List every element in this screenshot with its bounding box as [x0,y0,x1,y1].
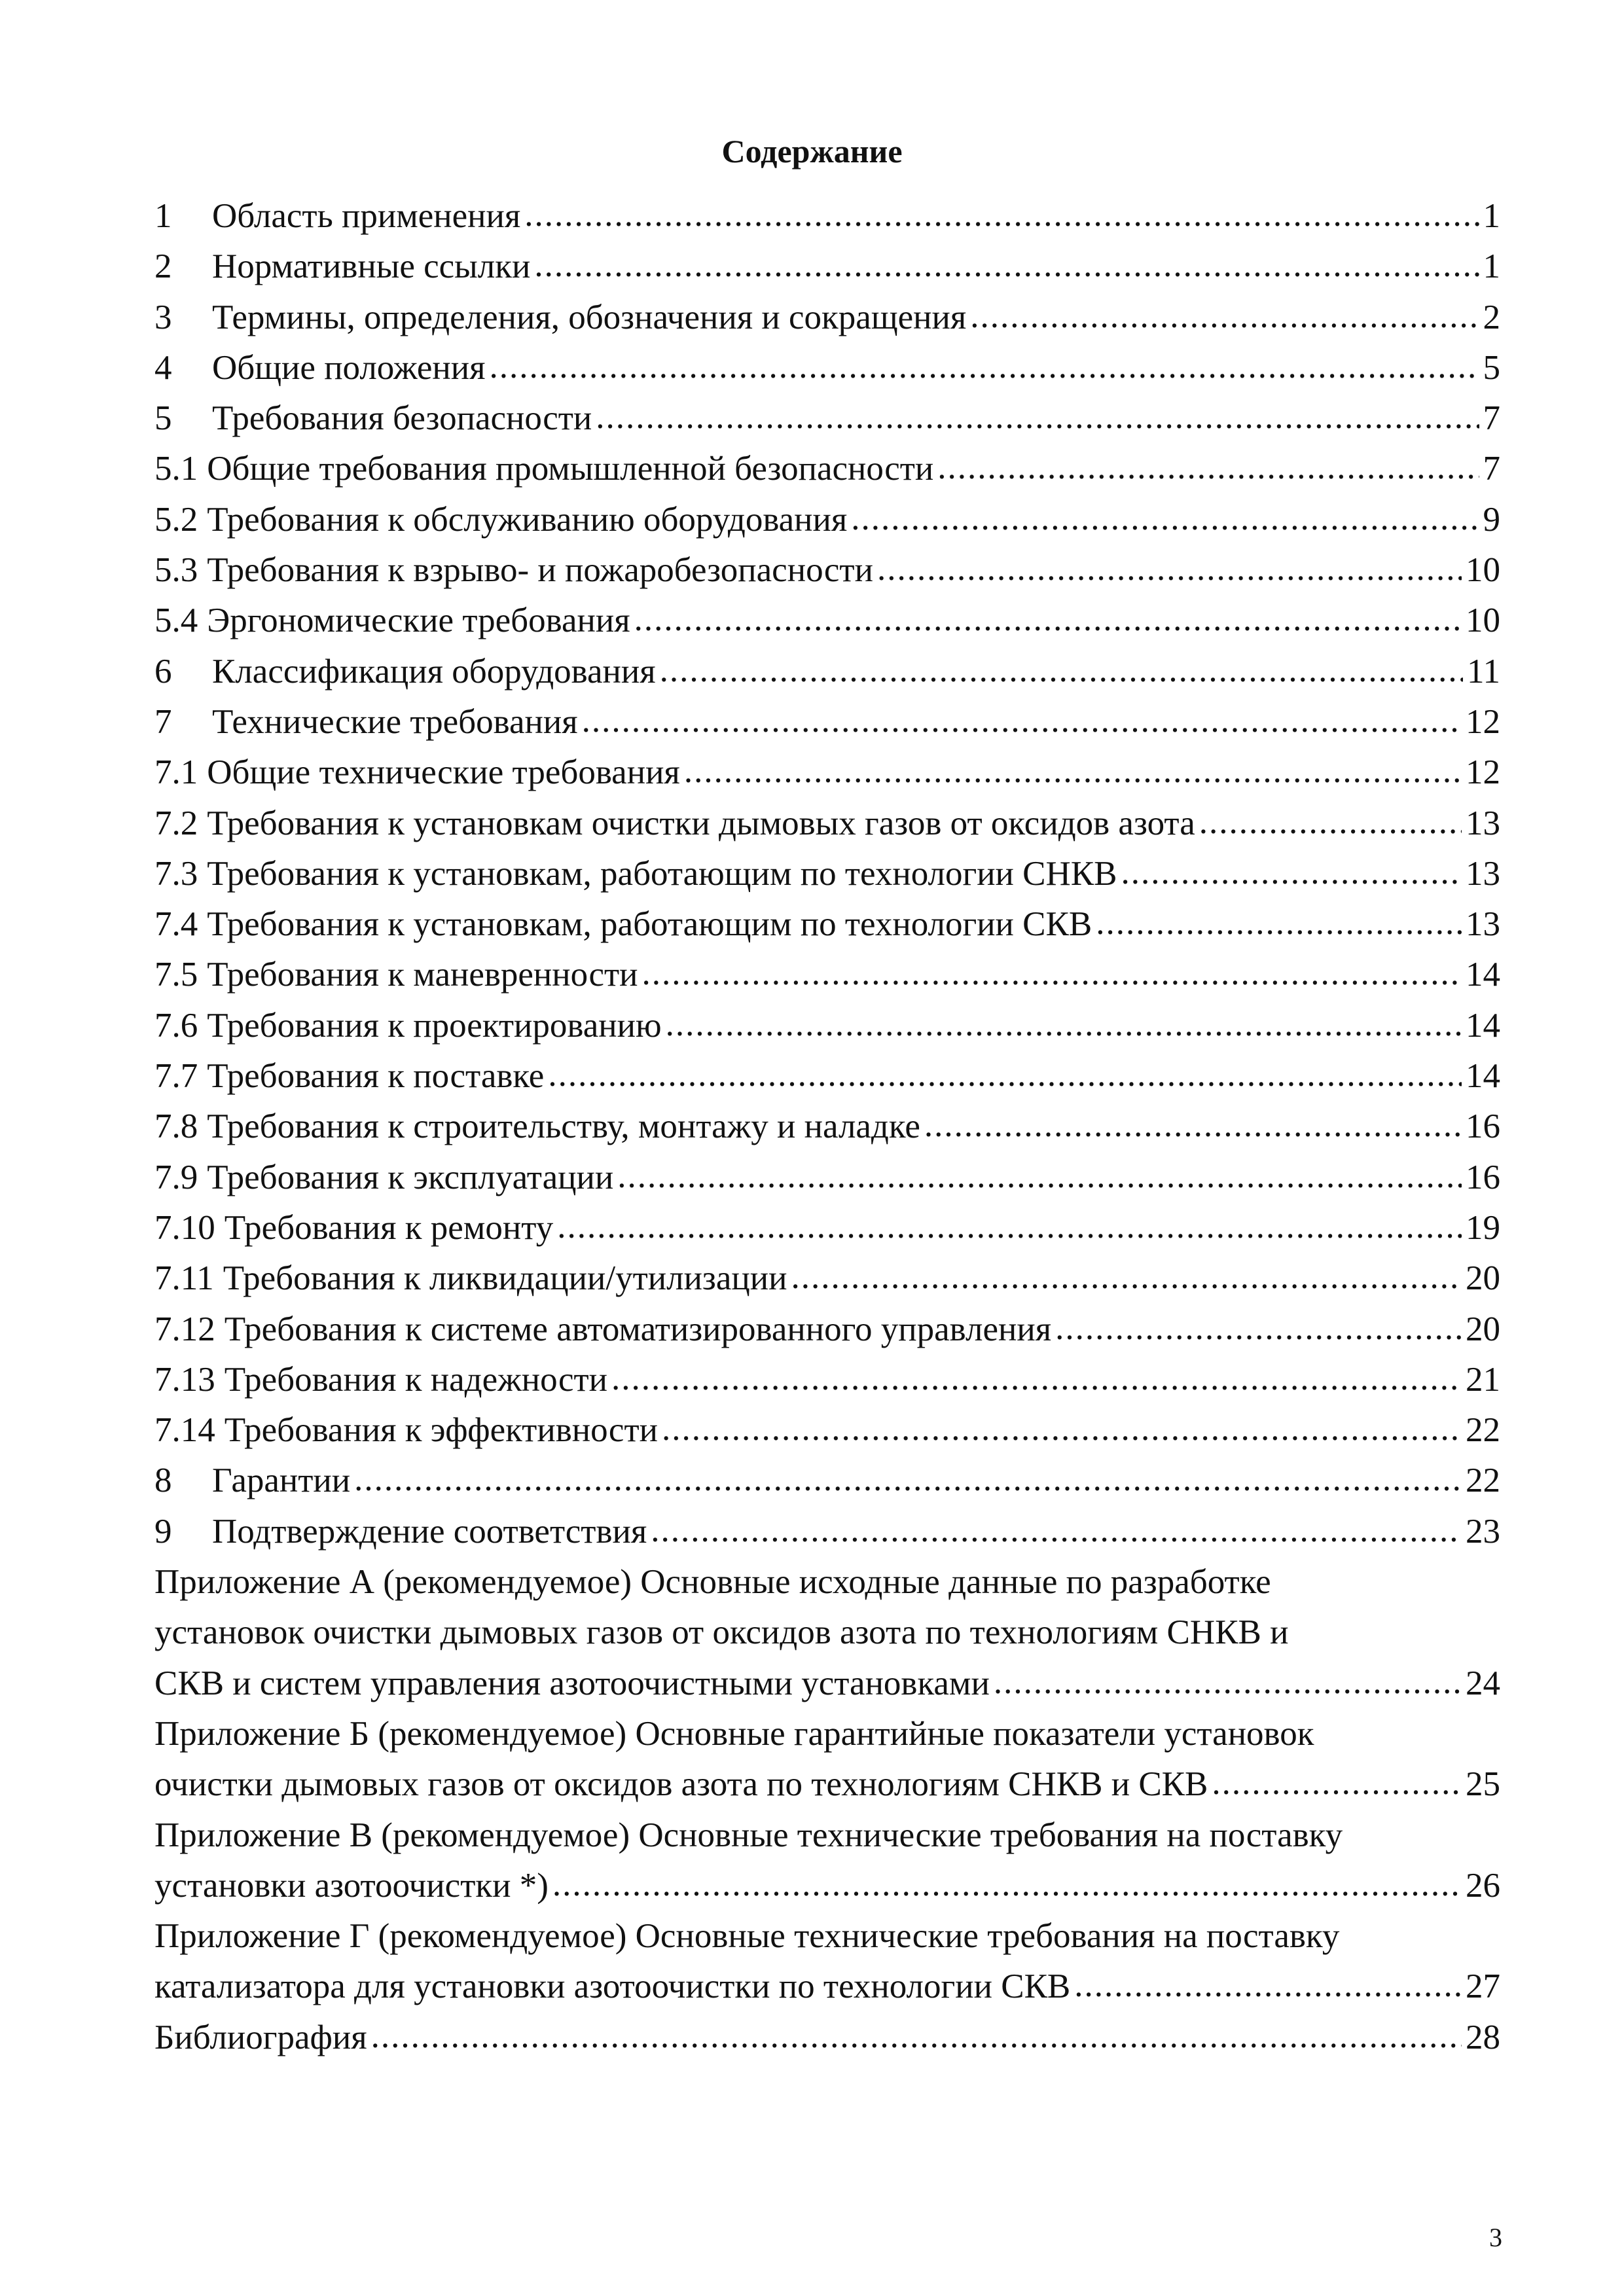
toc-entry-text: Подтверждение соответствия [212,1512,647,1551]
toc-entry-page: 11 [1466,652,1500,691]
toc-entry[interactable] [154,2013,1500,2063]
dot-leader [1055,1303,1462,1354]
toc-entry[interactable] [154,1001,1500,1051]
toc-entry-text: Требования к строительству, монтажу и наладке [207,1107,920,1146]
toc-entry[interactable] [154,647,1500,697]
dot-leader [666,999,1462,1050]
toc-entry-text: СКВ и систем управления азотоочистными установками [154,1664,990,1702]
toc-entry-page: 7 [1483,450,1500,488]
toc-entry-text: катализатора для установки азотоочистки по технологии СКВ [154,1967,1071,2006]
toc-entry-page: 7 [1483,399,1500,438]
dot-leader [617,1151,1462,1202]
toc-entry[interactable] [154,950,1500,1000]
toc-entry[interactable] [154,293,1500,343]
toc-entry[interactable] [154,747,1500,798]
toc-entry-number: 7.14 [154,1411,215,1450]
toc-entry-page: 19 [1466,1208,1500,1247]
toc-entry-number: 4 [154,348,172,387]
toc-entry-text: Эргономические требования [207,601,630,640]
toc-entry[interactable] [154,1456,1500,1506]
dot-leader [924,1100,1462,1151]
toc-entry[interactable] [154,849,1500,899]
page-title: Содержание [721,133,903,170]
toc-entry-number: 1 [154,197,172,235]
toc-entry[interactable] [154,1861,1500,1911]
toc-entry-number: 7.12 [154,1310,215,1348]
toc-entry-text: Требования безопасности [212,399,592,438]
toc-entry-line [154,1709,1500,1759]
toc-entry[interactable] [154,495,1500,545]
toc-entry[interactable] [154,1102,1500,1152]
toc-entry[interactable] [154,545,1500,596]
toc-entry-number: 5 [154,399,172,438]
toc-entry[interactable] [154,1405,1500,1456]
toc-entry-text: Приложение Б (рекомендуемое) Основные гарантийные показатели установок [154,1714,1314,1753]
dot-leader [1212,1758,1462,1808]
dot-leader [660,645,1463,696]
toc-entry[interactable] [154,1253,1500,1304]
toc-entry-number: 7.1 [154,753,198,792]
toc-entry-number: 3 [154,298,172,336]
toc-entry-page: 21 [1466,1360,1500,1399]
toc-entry-text: очистки дымовых газов от оксидов азота по технологиям СНКВ и СКВ [154,1765,1208,1804]
toc-entry-page: 22 [1466,1462,1500,1500]
toc-entry-text: Приложение В (рекомендуемое) Основные технические требования на поставку [154,1816,1343,1854]
toc-entry-text: Требования к обслуживанию оборудования [207,500,848,539]
toc-entry[interactable] [154,191,1500,242]
dot-leader [877,544,1462,594]
toc-entry[interactable] [154,1304,1500,1355]
dot-leader [1121,848,1462,898]
toc-entry[interactable] [154,1659,1500,1709]
page-number: 3 [1489,2223,1502,2252]
toc-entry-text: Технические требования [212,702,578,741]
toc-entry-number: 9 [154,1512,172,1551]
toc-entry-number: 7.11 [154,1259,214,1298]
toc-entry[interactable] [154,1203,1500,1253]
toc-entry-page: 13 [1466,905,1500,944]
dot-leader [524,190,1479,240]
toc-entry-page: 26 [1466,1866,1500,1905]
toc-entry-text: Общие требования промышленной безопасности [207,450,934,488]
toc-entry-number: 7.10 [154,1208,215,1247]
dot-leader [490,342,1479,392]
toc-entry-number: 7.4 [154,905,198,944]
toc-entry-text: Требования к надежности [224,1360,608,1399]
toc-entry-text: Требования к системе автоматизированного управления [224,1310,1052,1348]
dot-leader [684,746,1462,797]
dot-leader [970,291,1479,342]
toc-entry-number: 5.1 [154,450,198,488]
toc-entry-number: 6 [154,652,172,691]
toc-entry[interactable] [154,1759,1500,1810]
toc-entry-page: 2 [1483,298,1500,336]
toc-entry-text: Классификация оборудования [212,652,656,691]
toc-entry-text: Общие технические требования [207,753,680,792]
toc-entry-number: 5.4 [154,601,198,640]
dot-leader [611,1354,1462,1404]
toc-entry-text: Библиография [154,2018,367,2056]
toc-entry-line [154,1557,1500,1607]
toc-entry[interactable] [154,1051,1500,1102]
toc-entry-number: 7 [154,702,172,741]
toc-entry-number: 7.2 [154,804,198,842]
toc-entry-text: Требования к эксплуатации [207,1158,614,1196]
toc-entry-page: 22 [1466,1411,1500,1450]
toc-entry-number: 7.7 [154,1057,198,1096]
toc-entry[interactable] [154,1962,1500,2012]
dot-leader [534,240,1479,291]
toc-entry-page: 14 [1466,1057,1500,1096]
toc-entry[interactable] [154,444,1500,494]
toc-entry-page: 14 [1466,1006,1500,1045]
toc-entry-number: 7.5 [154,956,198,994]
toc-entry-number: 2 [154,247,172,286]
toc-entry-number: 7.13 [154,1360,215,1399]
toc-entry-text: Требования к установкам, работающим по технологии СКВ [207,905,1092,944]
toc-entry-page: 10 [1466,601,1500,640]
dot-leader [1199,797,1462,848]
toc-entry-text: Гарантии [212,1462,351,1500]
toc-entry-page: 28 [1466,2018,1500,2056]
toc-entry-number: 7.6 [154,1006,198,1045]
toc-entry-text: Нормативные ссылки [212,247,531,286]
table-of-contents [154,191,1500,2063]
dot-leader [937,442,1479,493]
toc-entry-text: Требования к взрыво- и пожаробезопасности [207,551,873,590]
toc-entry-line [154,1911,1500,1962]
toc-entry-page: 13 [1466,804,1500,842]
toc-entry-number: 8 [154,1462,172,1500]
dot-leader [634,594,1462,645]
dot-leader [582,696,1462,746]
toc-entry-page: 13 [1466,854,1500,893]
toc-entry-text: Требования к проектированию [207,1006,662,1045]
toc-entry[interactable] [154,798,1500,849]
toc-entry-text: Требования к ремонту [224,1208,554,1247]
toc-entry-page: 20 [1466,1259,1500,1298]
dot-leader [371,2011,1462,2062]
toc-entry-text: Требования к установкам очистки дымовых газов от оксидов азота [207,804,1195,842]
dot-leader [994,1657,1462,1708]
toc-entry-text: Требования к ликвидации/утилизации [223,1259,787,1298]
toc-entry-page: 1 [1483,197,1500,235]
toc-entry-text: установок очистки дымовых газов от оксидов азота по технологиям СНКВ и [154,1613,1289,1652]
toc-entry-page: 23 [1466,1512,1500,1551]
toc-entry-page: 9 [1483,500,1500,539]
toc-entry-number: 5.2 [154,500,198,539]
dot-leader [791,1252,1462,1302]
toc-entry-page: 14 [1466,956,1500,994]
dot-leader [548,1050,1462,1100]
toc-entry-text: Требования к установкам, работающим по технологии СНКВ [207,854,1117,893]
dot-leader [354,1454,1462,1505]
toc-entry-text: Область применения [212,197,521,235]
toc-entry-line [154,1810,1500,1861]
toc-entry-page: 12 [1466,702,1500,741]
toc-entry-text: Термины, определения, обозначения и сокращения [212,298,967,336]
toc-entry-text: Приложение А (рекомендуемое) Основные исходные данные по разработке [154,1563,1271,1602]
dot-leader [1074,1960,1462,2011]
toc-entry[interactable] [154,242,1500,292]
toc-entry-text: установки азотоочистки *) [154,1866,549,1905]
toc-entry-number: 7.9 [154,1158,198,1196]
dot-leader [557,1202,1462,1252]
toc-entry-number: 7.3 [154,854,198,893]
toc-entry-page: 25 [1466,1765,1500,1804]
dot-leader [1096,898,1462,948]
toc-entry-page: 1 [1483,247,1500,286]
toc-entry-number: 5.3 [154,551,198,590]
toc-entry-text: Общие положения [212,348,486,387]
toc-entry-page: 5 [1483,348,1500,387]
toc-entry-page: 24 [1466,1664,1500,1702]
dot-leader [651,1505,1462,1556]
toc-entry[interactable] [154,596,1500,646]
dot-leader [552,1859,1462,1910]
dot-leader [851,493,1479,544]
toc-entry-page: 27 [1466,1967,1500,2006]
toc-entry-text: Требования к поставке [207,1057,545,1096]
toc-entry[interactable] [154,1507,1500,1557]
toc-entry-line [154,1607,1500,1658]
toc-entry[interactable] [154,1355,1500,1405]
toc-entry-page: 10 [1466,551,1500,590]
toc-entry[interactable] [154,393,1500,444]
dot-leader [596,392,1479,442]
toc-entry-text: Приложение Г (рекомендуемое) Основные технические требования на поставку [154,1917,1340,1956]
toc-entry-text: Требования к маневренности [207,956,638,994]
toc-entry-page: 20 [1466,1310,1500,1348]
toc-entry-page: 12 [1466,753,1500,792]
toc-entry-page: 16 [1466,1107,1500,1146]
toc-entry[interactable] [154,697,1500,747]
toc-entry[interactable] [154,1153,1500,1203]
toc-entry[interactable] [154,343,1500,393]
toc-entry-page: 16 [1466,1158,1500,1196]
dot-leader [642,948,1462,999]
toc-entry-text: Требования к эффективности [224,1411,658,1450]
toc-entry[interactable] [154,899,1500,950]
dot-leader [662,1404,1462,1454]
toc-entry-number: 7.8 [154,1107,198,1146]
